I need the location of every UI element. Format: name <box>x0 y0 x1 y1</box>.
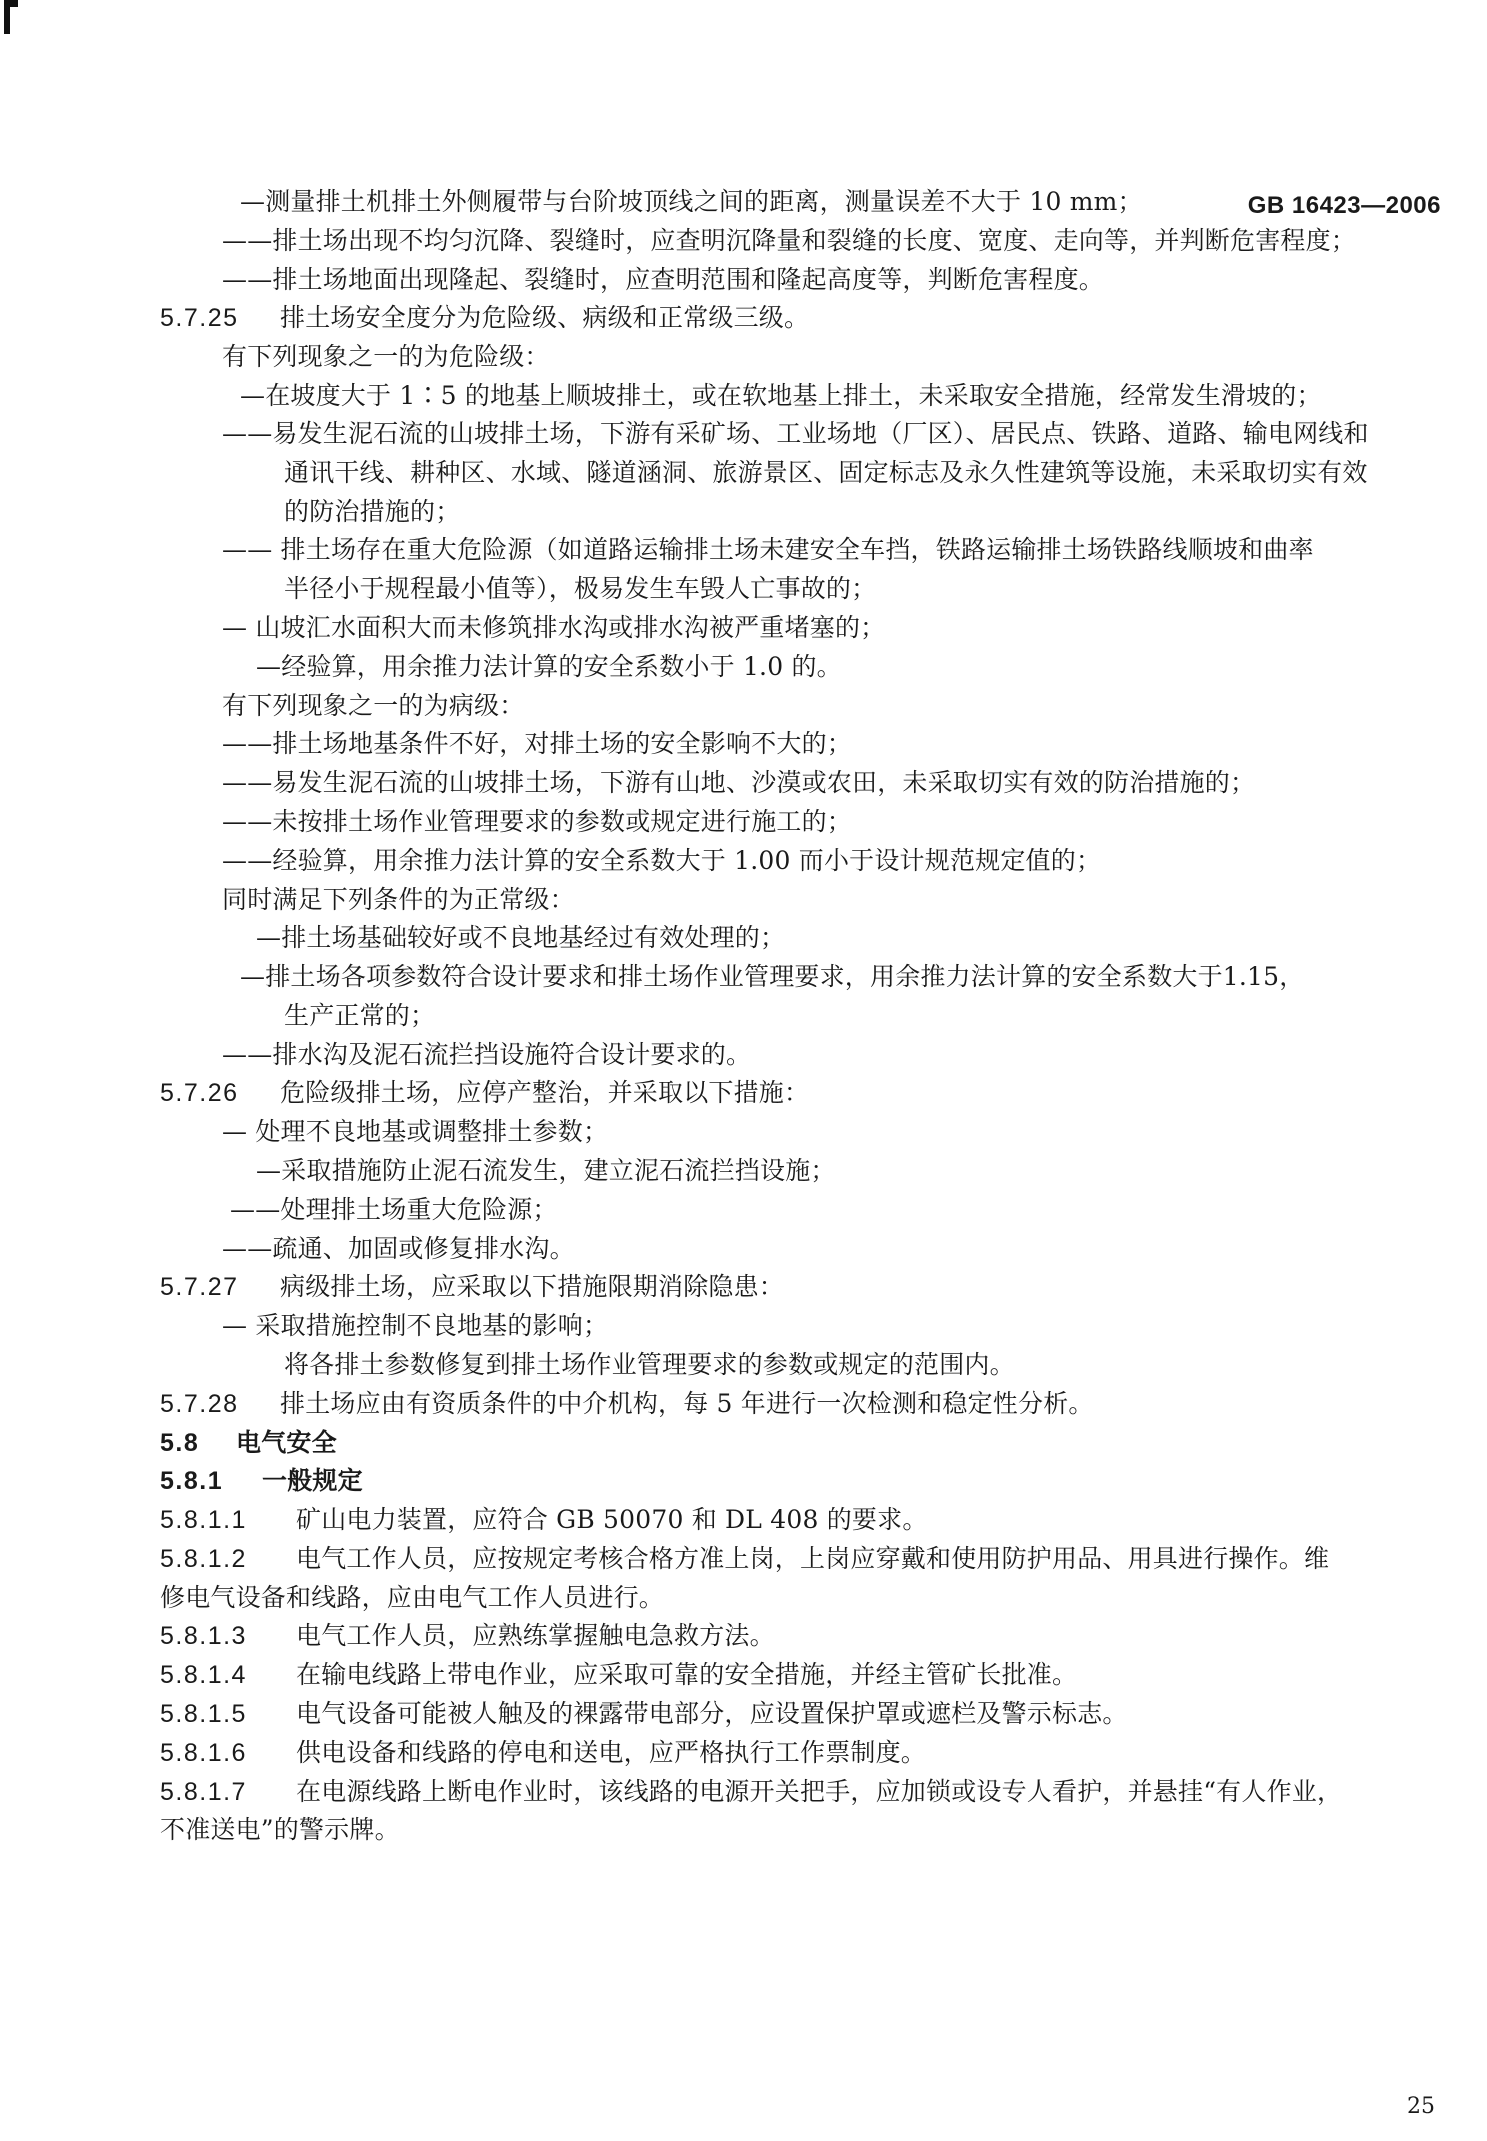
section-number: 5.8.1.6 <box>160 1739 247 1767</box>
text-line: —采取措施防止泥石流发生，建立泥石流拦挡设施； <box>256 1156 836 1185</box>
section-number: 5.7.28 <box>160 1390 239 1418</box>
scan-corner-mark <box>4 0 16 34</box>
section-number: 5.8.1.4 <box>160 1661 247 1689</box>
text-line: ——处理排土场重大危险源； <box>230 1195 558 1224</box>
text-line: — 山坡汇水面积大而未修筑排水沟或排水沟被严重堵塞的； <box>222 613 886 642</box>
text-line: —测量排土机排土外侧履带与台阶坡顶线之间的距离，测量误差不大于 10 mm； <box>240 187 1143 216</box>
section-number: 5.8.1.5 <box>160 1700 247 1728</box>
text-line: 的防治措施的； <box>284 497 461 526</box>
text-line: ——易发生泥石流的山坡排土场，下游有山地、沙漠或农田，未采取切实有效的防治措施的； <box>222 768 1256 797</box>
text-line: 将各排土参数修复到排土场作业管理要求的参数或规定的范围内。 <box>284 1350 1015 1379</box>
section-number: 5.8.1.2 <box>160 1545 247 1573</box>
text-line: ——排土场出现不均匀沉降、裂缝时，应查明沉降量和裂缝的长度、宽度、走向等，并判断危害程度； <box>222 226 1357 255</box>
section-number: 5.8.1.3 <box>160 1622 247 1650</box>
section-number: 5.7.26 <box>160 1079 239 1107</box>
text-line: 电气工作人员，应熟练掌握触电急救方法。 <box>296 1621 775 1650</box>
section-number: 5.8.1.7 <box>160 1778 247 1806</box>
section-heading: 一般规定 <box>262 1466 363 1495</box>
text-line: 修电气设备和线路，应由电气工作人员进行。 <box>160 1583 665 1612</box>
text-line: 同时满足下列条件的为正常级： <box>222 885 575 914</box>
text-line: 生产正常的； <box>284 1001 436 1030</box>
text-line: —在坡度大于 1∶5 的地基上顺坡排土，或在软地基上排土，未采取安全措施，经常发生滑坡的； <box>240 381 1322 410</box>
text-line: — 采取措施控制不良地基的影响； <box>222 1311 609 1340</box>
text-line: ——经验算，用余推力法计算的安全系数大于 1.00 而小于设计规范规定值的； <box>222 846 1102 875</box>
text-line: 电气设备可能被人触及的裸露带电部分，应设置保护罩或遮栏及警示标志。 <box>296 1699 1128 1728</box>
text-line: ——排土场地面出现隆起、裂缝时，应查明范围和隆起高度等，判断危害程度。 <box>222 265 1105 294</box>
text-line: ——易发生泥石流的山坡排土场，下游有采矿场、工业场地（厂区）、居民点、铁路、道路、输电网线和 <box>222 419 1369 448</box>
text-line: 病级排土场，应采取以下措施限期消除隐患： <box>280 1272 785 1301</box>
text-line: 通讯干线、耕种区、水域、隧道涵洞、旅游景区、固定标志及永久性建筑等设施，未采取切实有效 <box>284 458 1368 487</box>
text-line: 矿山电力装置，应符合 GB 50070 和 DL 408 的要求。 <box>296 1505 928 1534</box>
section-heading: 电气安全 <box>236 1428 337 1457</box>
section-number: 5.7.27 <box>160 1273 239 1301</box>
text-line: —排土场基础较好或不良地基经过有效处理的； <box>256 923 786 952</box>
text-line: ——排水沟及泥石流拦挡设施符合设计要求的。 <box>222 1040 752 1069</box>
page-number: 25 <box>1407 2094 1435 2119</box>
text-line: ——未按排土场作业管理要求的参数或规定进行施工的； <box>222 807 853 836</box>
text-line: 供电设备和线路的停电和送电，应严格执行工作票制度。 <box>296 1738 927 1767</box>
text-line: —— 排土场存在重大危险源（如道路运输排土场未建安全车挡，铁路运输排土场铁路线顺坡和曲率 <box>222 535 1314 564</box>
text-line: 半径小于规程最小值等），极易发生车毁人亡事故的； <box>284 574 877 603</box>
text-line: 在输电线路上带电作业，应采取可靠的安全措施，并经主管矿长批准。 <box>296 1660 1078 1689</box>
section-number: 5.8.1 <box>160 1467 224 1495</box>
section-number: 5.7.25 <box>160 304 239 332</box>
text-line: 不准送电”的警示牌。 <box>160 1815 400 1844</box>
text-line: 有下列现象之一的为病级： <box>222 691 525 720</box>
text-line: —排土场各项参数符合设计要求和排土场作业管理要求，用余推力法计算的安全系数大于1.15， <box>240 962 1305 991</box>
section-number: 5.8 <box>160 1429 200 1457</box>
text-line: ——疏通、加固或修复排水沟。 <box>222 1234 575 1263</box>
text-line: 在电源线路上断电作业时，该线路的电源开关把手，应加锁或设专人看护，并悬挂“有人作业， <box>296 1777 1343 1806</box>
text-line: 电气工作人员，应按规定考核合格方准上岗，上岗应穿戴和使用防护用品、用具进行操作。维 <box>296 1544 1330 1573</box>
text-line: 有下列现象之一的为危险级： <box>222 342 550 371</box>
section-number: 5.8.1.1 <box>160 1506 247 1534</box>
text-line: 危险级排土场，应停产整治，并采取以下措施： <box>280 1078 810 1107</box>
text-line: 排土场安全度分为危险级、病级和正常级三级。 <box>280 303 810 332</box>
text-line: —经验算，用余推力法计算的安全系数小于 1.0 的。 <box>256 652 842 681</box>
standard-number: GB 16423—2006 <box>1247 192 1441 219</box>
text-line: 排土场应由有资质条件的中介机构，每 5 年进行一次检测和稳定性分析。 <box>280 1389 1094 1418</box>
text-line: — 处理不良地基或调整排土参数； <box>222 1117 609 1146</box>
text-line: ——排土场地基条件不好，对排土场的安全影响不大的； <box>222 729 853 758</box>
